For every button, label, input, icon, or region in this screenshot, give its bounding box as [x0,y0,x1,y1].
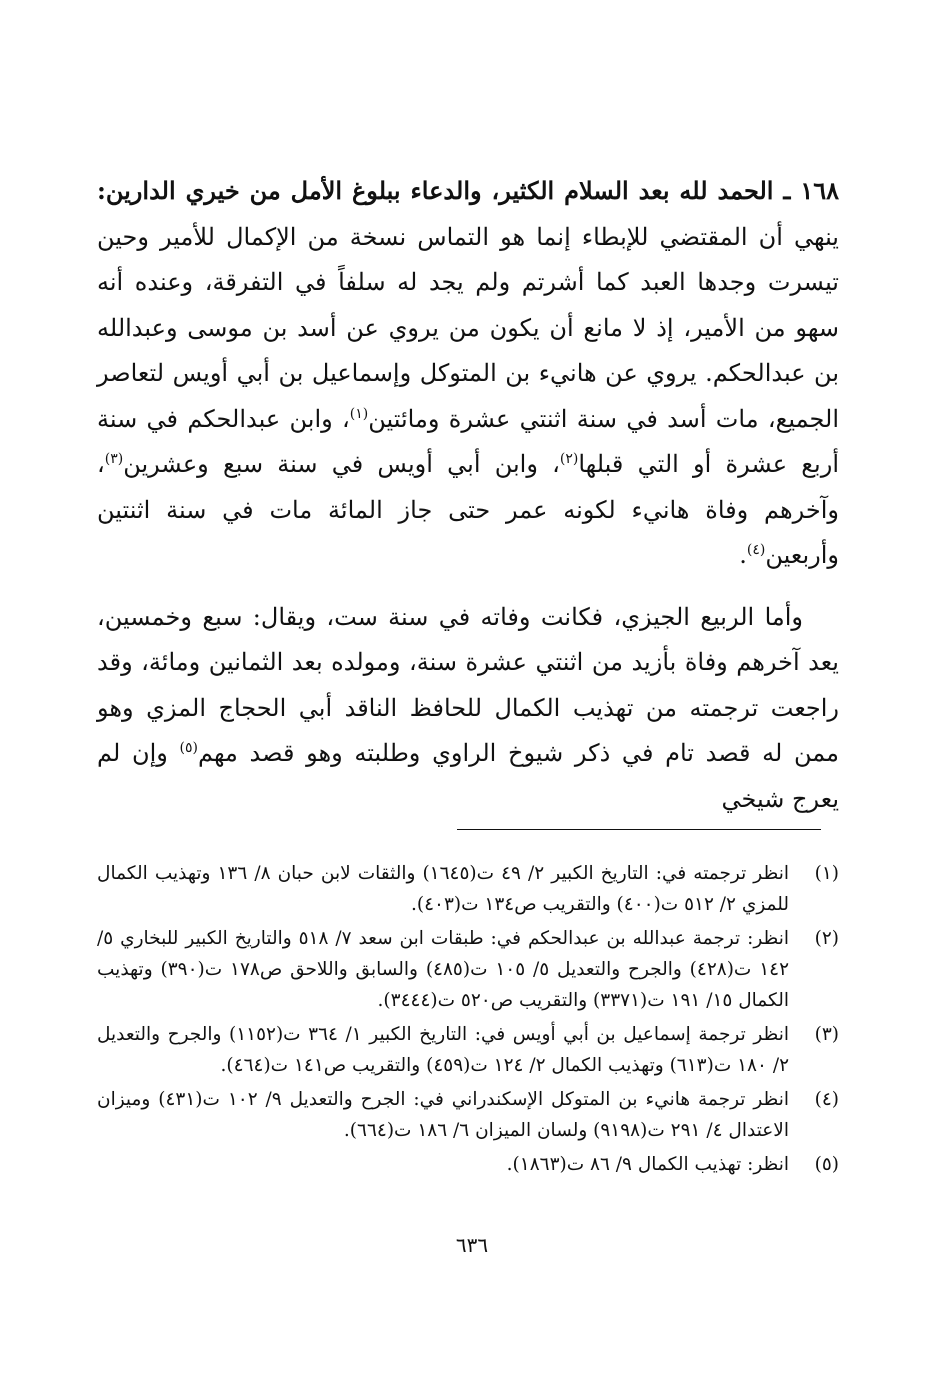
footnote-text: انظر ترجمة إسماعيل بن أبي أويس في: التاريخ الكبير ١/ ٣٦٤ ت(١١٥٢) والجرح والتعديل ٢/ ١٨٠ ت(٦١٣) وتهذيب الكمال ٢/ ١٢٤ ت(٤٥٩) والتقريب ص١٤١ ت(٤٦٤). [97,1024,789,1076]
footnote-number: (١) [814,863,839,884]
text-segment: وأما الربيع الجيزي، فكانت وفاته في سنة ست، ويقال: سبع وخمسين، يعد آخرهم وفاة بأزيد من اثنتي عشرة سنة، ومولده بعد الثمانين ومائة، وقد راجعت ترجمته من تهذيب الكمال للحافظ الناقد أبي الحجاج المزي وهو ممن له قصد تام في ذكر شيوخ الراوي وطلبته وهو قصد مهم [97,602,839,767]
footnote-number: (٢) [814,928,839,949]
footnote-number: (٣) [814,1024,839,1045]
paragraph-2 [97,595,839,823]
footnote [97,923,839,1016]
footnote-ref-1: (١) [349,405,369,422]
footnote-number: (٤) [814,1089,839,1110]
page-number: ٦٣٦ [455,1233,489,1257]
footnote-ref-4: (٤) [746,542,766,558]
text-segment: . [739,541,747,569]
text-segment: ، وابن عبدالحكم في سنة أربع عشرة أو التي قبلها [97,404,839,478]
footnote-text: انظر ترجمة هانيء بن المتوكل الإسكندراني في: الجرح والتعديل ٩/ ١٠٢ ت(٤٣١) وميزان الاعتدال ٤/ ٢٩١ ت(٩١٩٨) ولسان الميزان ٦/ ١٨٦ ت(٦٦٤). [97,1089,789,1141]
footnote [97,858,839,920]
footnote [97,1019,839,1081]
footnotes [97,858,839,1183]
text-segment: ينهي أن المقتضي للإبطاء إنما هو التماس نسخة من الإكمال للأمير وحين تيسرت وجدها العبد كما أشرتم ولم يجد له سلفاً في التفرقة، وعنده أنه سهو من الأمير، إذ لا مانع أن يكون من يروي عن أسد بن موسى وعبدالله بن عبدالحكم. يروي عن هانيء بن المتوكل وإسماعيل بن أبي أويس لتعاصر الجميع، مات أسد في سنة اثنتي عشرة ومائتين [97,222,839,433]
footnote [97,1149,839,1180]
footnote-text: انظر: ترجمة عبدالله بن عبدالحكم في: طبقات ابن سعد ٧/ ٥١٨ والتاريخ الكبير للبخاري ٥/ ١٤٢ ت(٤٢٨) والجرح والتعديل ٥/ ١٠٥ ت(٤٨٥) والسابق واللاحق ص١٧٨ ت(٣٩٠) وتهذيب الكمال ١٥/ ١٩١ ت(٣٣٧١) والتقريب ص٥٢٠ ت(٣٤٤٤). [97,928,790,1011]
text-segment: وإن لم يعرج شيخي [97,739,839,813]
footnote-text: انظر ترجمته في: التاريخ الكبير ٢/ ٤٩ ت(١٦٤٥) والثقات لابن حبان ٨/ ١٣٦ وتهذيب الكمال للمزي ٢/ ٥١٢ ت(٤٠٠) والتقريب ص١٣٤ ت(٤٠٣). [97,863,789,915]
footnote-ref-5: (٥) [179,740,198,756]
footnote-text: انظر: تهذيب الكمال ٩/ ٨٦ ت(١٨٦٣). [506,1154,789,1175]
footnote-number: (٥) [814,1154,839,1175]
footnote-separator [457,829,821,830]
footnote-ref-3: (٣) [104,451,124,467]
paragraph-1 [97,168,839,579]
footnote [97,1084,839,1146]
text-segment: ، وآخرهم وفاة هانيء لكونه عمر حتى جاز المائة مات في سنة اثنتين وأربعين [97,450,839,569]
entry-heading: ١٦٨ ـ الحمد لله بعد السلام الكثير، والدعاء ببلوغ الأمل من خيري الدارين: [97,176,839,205]
main-text [97,168,839,822]
footnote-ref-2: (٢) [559,451,579,467]
text-segment: ، وابن أبي أويس في سنة سبع وعشرين [123,450,560,478]
